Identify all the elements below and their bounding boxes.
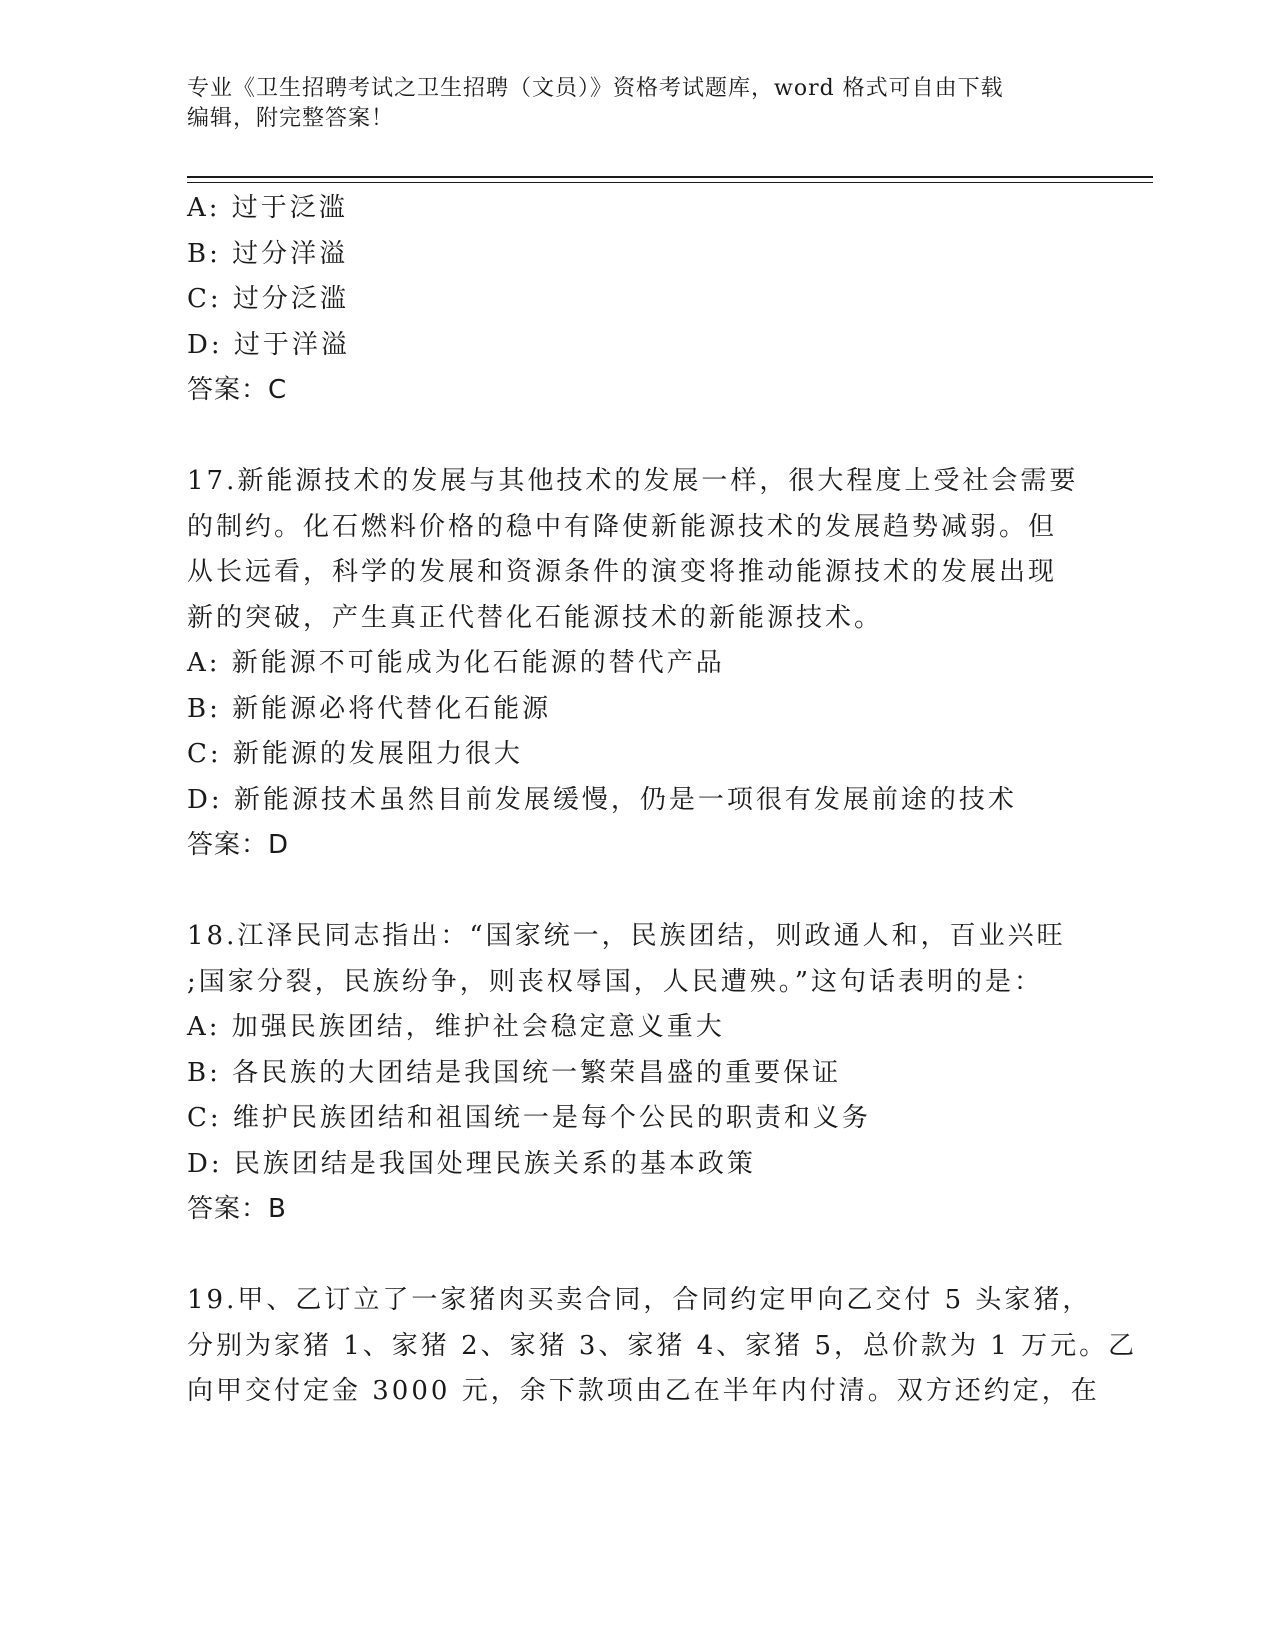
spacer	[187, 1233, 1087, 1279]
option-a: A: 加强民族团结，维护社会稳定意义重大	[187, 1012, 725, 1042]
question-stem-line: ;国家分裂，民族纷争，则丧权辱国，人民遭殃。”这句话表明的是：	[187, 966, 1044, 997]
question-stem-line: 18.江泽民同志指出：“国家统一，民族团结，则政通人和，百业兴旺	[187, 921, 1066, 951]
question-17	[187, 459, 1087, 869]
question-stem-line: 向甲交付定金 3000 元，余下款项由乙在半年内付清。双方还约定，在	[187, 1376, 1100, 1406]
option-c: C: 新能源的发展阻力很大	[187, 739, 523, 769]
question-stem-line: 从长远看，科学的发展和资源条件的演变将推动能源技术的发展出现	[187, 557, 1058, 587]
header-divider-thick	[187, 176, 1153, 178]
answer: 答案：C	[187, 375, 288, 405]
question-list	[187, 186, 1138, 1415]
option-c: C: 维护民族团结和祖国统一是每个公民的职责和义务	[187, 1103, 871, 1133]
option-c: C: 过分泛滥	[187, 284, 349, 314]
question-stem-line: 新的突破，产生真正代替化石能源技术的新能源技术。	[187, 602, 884, 633]
header-line-1: 专业《卫生招聘考试之卫生招聘（文员）》资格考试题库，word 格式可自由下载	[187, 76, 1004, 101]
option-b: B: 过分洋溢	[187, 238, 349, 269]
spacer	[187, 869, 1087, 915]
question-stem-line: 17.新能源技术的发展与其他技术的发展一样，很大程度上受社会需要	[187, 466, 1079, 496]
option-a: A: 新能源不可能成为化石能源的替代产品	[187, 648, 725, 678]
option-b: B: 新能源必将代替化石能源	[187, 693, 552, 724]
page-header	[187, 74, 1087, 134]
header-divider-thin	[187, 182, 1153, 183]
header-line-2: 编辑，附完整答案！	[187, 106, 395, 131]
question-19	[187, 1278, 1138, 1415]
option-d: D: 新能源技术虽然目前发展缓慢，仍是一项很有发展前途的技术	[187, 784, 1017, 815]
answer: 答案：D	[187, 830, 290, 860]
question-stem-line: 19.甲、乙订立了一家猪肉买卖合同，合同约定甲向乙交付 5 头家猪，	[187, 1285, 1092, 1315]
question-stem-line: 分别为家猪 1、家猪 2、家猪 3、家猪 4、家猪 5，总价款为 1 万元。乙	[187, 1330, 1138, 1361]
option-d: D: 过于洋溢	[187, 329, 350, 360]
option-a: A: 过于泛滥	[187, 193, 348, 223]
answer: 答案：B	[187, 1194, 287, 1224]
question-18	[187, 914, 1087, 1233]
spacer	[187, 414, 1087, 460]
option-b: B: 各民族的大团结是我国统一繁荣昌盛的重要保证	[187, 1057, 842, 1088]
option-d: D: 民族团结是我国处理民族关系的基本政策	[187, 1148, 756, 1179]
question-16-continued	[187, 186, 1087, 414]
question-stem-line: 的制约。化石燃料价格的稳中有降使新能源技术的发展趋势减弱。但	[187, 511, 1058, 542]
